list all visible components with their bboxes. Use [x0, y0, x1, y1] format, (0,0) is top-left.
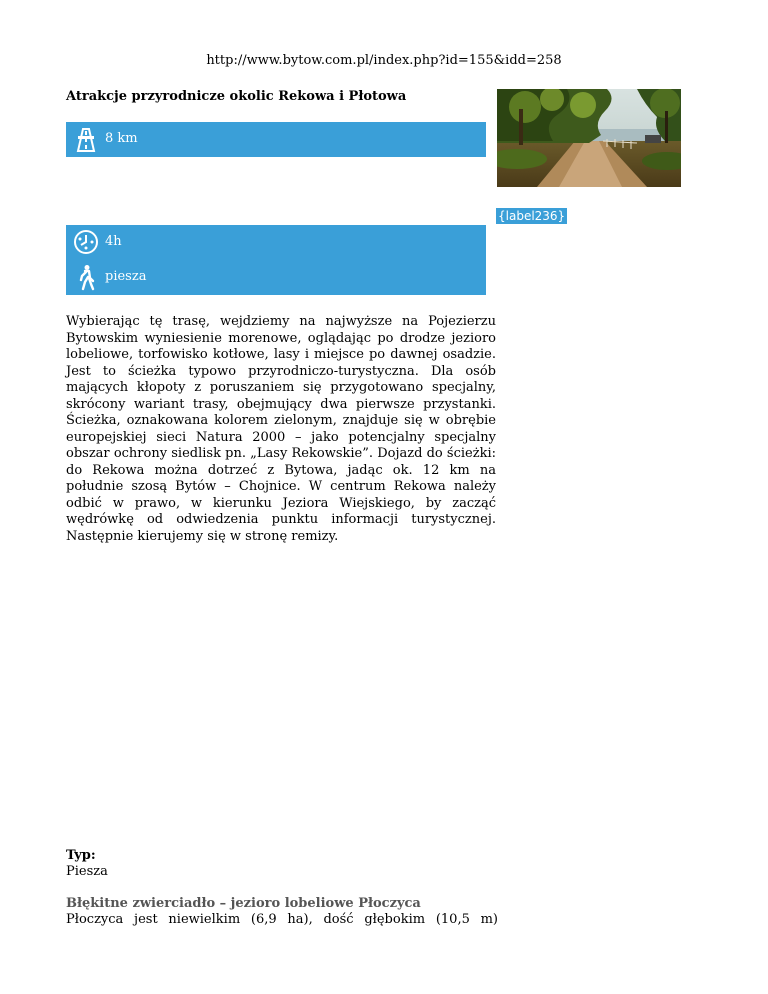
mode-value: piesza — [105, 269, 147, 284]
trail-description: Wybierając tę trasę, wejdziemy na najwyższe na Pojezierzu Bytowskim wyniesienie morenowe, oglądając po drodze jezioro lobeliowe, torfowisko kotłowe, lasy i miejsce po dawnej osadzie. Jest to ścieżka typowo przyrodniczo-turystyczna. Dla osób mających kłopoty z poruszaniem się przygotowano specjalny, skrócony wariant trasy, obejmujący dwa pierwsze przystanki. Ścieżka, oznakowana kolorem zielonym, znajduje się w obrębie europejskiej sieci Natura 2000 – jako potencjalny specjalny obszar ochrony siedlisk pn. „Lasy Rekowskie”. Dojazd do ścieżki: do Rekowa można dotrzeć z Bytowa, jadąc ok. 12 km na południe szosą Bytów – Chojnice. W centrum Rekowa należy odbić w prawo, w kierunku Jeziora Wiejskiego, by zacząć wędrówkę od odwiedzenia punktu informacji turystycznej. Następnie kierujemy się w stronę remizy. — [66, 314, 496, 544]
duration-row — [66, 225, 486, 260]
type-value: Piesza — [66, 864, 108, 879]
type-label: Typ: — [66, 848, 96, 863]
section-title: Błękitne zwierciadło – jezioro lobeliowe Płoczyca — [66, 896, 421, 911]
road-icon — [72, 125, 100, 153]
photo-label: {label236} — [498, 209, 566, 223]
distance-row — [66, 122, 486, 157]
page-url: http://www.bytow.com.pl/index.php?id=155&idd=258 — [206, 53, 562, 68]
trail-photo — [497, 89, 681, 187]
distance-value: 8 km — [105, 131, 138, 146]
distance-bar — [66, 122, 486, 157]
trail-photo-image — [497, 89, 681, 187]
section-text: Płoczyca jest niewielkim (6,9 ha), dość głębokim (10,5 m) — [66, 912, 498, 927]
mode-row — [66, 260, 486, 295]
page-title: Atrakcje przyrodnicze okolic Rekowa i Płotowa — [66, 89, 407, 104]
time-bar — [66, 225, 486, 295]
walker-icon — [72, 263, 100, 291]
clock-icon — [72, 228, 100, 256]
duration-value: 4h — [105, 234, 122, 249]
